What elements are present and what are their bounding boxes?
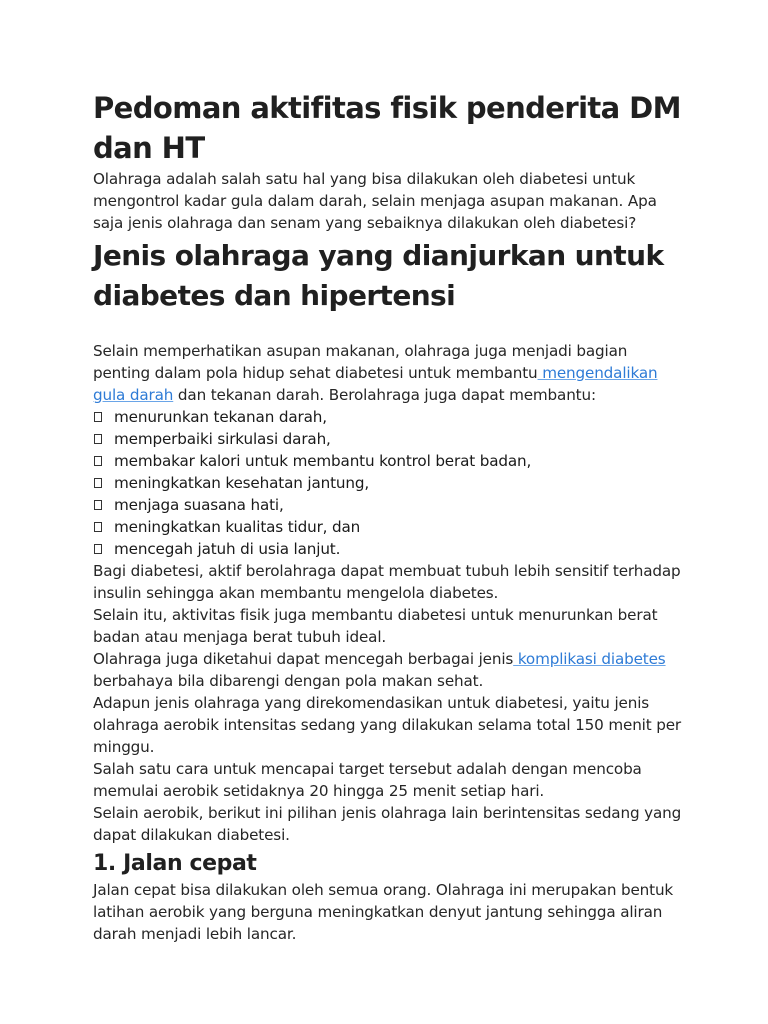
intro-paragraph: Olahraga adalah salah satu hal yang bisa dilakukan oleh diabetesi untuk mengontrol kadar gula dalam darah, selain menjaga asupan makanan. Apa saja jenis olahraga dan senam yang sebaiknya dilakukan oleh diabetesi?	[93, 170, 657, 232]
spacer	[93, 316, 683, 340]
bullet-box-icon	[94, 456, 102, 466]
list-item	[93, 538, 683, 560]
list-item	[93, 450, 683, 472]
list-item-text: meningkatkan kualitas tidur, dan	[114, 518, 361, 536]
paragraph-berat-badan: Selain itu, aktivitas fisik juga membantu diabetesi untuk menurunkan berat badan atau menjaga berat tubuh ideal.	[93, 606, 658, 646]
link-mengendalikan-gula-darah[interactable]: mengendalikan gula darah	[93, 364, 658, 404]
section-heading-jenis-olahraga: Jenis olahraga yang dianjurkan untuk diabetes dan hipertensi	[93, 239, 664, 312]
paragraph-insulin: Bagi diabetesi, aktif berolahraga dapat membuat tubuh lebih sensitif terhadap insulin sehingga akan membantu mengelola diabetes.	[93, 562, 681, 602]
document-page	[93, 88, 683, 945]
paragraph-target-aerobik: Salah satu cara untuk mencapai target tersebut adalah dengan mencoba memulai aerobik setidaknya 20 hingga 25 menit setiap hari.	[93, 760, 642, 800]
list-item-text: menjaga suasana hati,	[114, 496, 284, 514]
bullet-box-icon	[94, 500, 102, 510]
list-item	[93, 428, 683, 450]
bullet-box-icon	[94, 522, 102, 532]
link-komplikasi-diabetes[interactable]: komplikasi diabetes	[513, 650, 666, 668]
document-title: Pedoman aktifitas fisik penderita DM dan HT	[93, 91, 681, 165]
benefits-list	[93, 406, 683, 560]
list-item	[93, 494, 683, 516]
paragraph-text: dan tekanan darah. Berolahraga juga dapat membantu:	[173, 386, 596, 404]
paragraph-text: Olahraga juga diketahui dapat mencegah berbagai jenis	[93, 650, 514, 668]
list-item	[93, 472, 683, 494]
paragraph-text: berbahaya bila dibarengi dengan pola makan sehat.	[93, 672, 484, 690]
paragraph-komplikasi	[93, 648, 683, 692]
paragraph-pilihan-olahraga: Selain aerobik, berikut ini pilihan jenis olahraga lain berintensitas sedang yang dapat dilakukan diabetesi.	[93, 804, 682, 844]
bullet-box-icon	[94, 434, 102, 444]
paragraph-asupan-makanan	[93, 340, 683, 406]
list-item	[93, 406, 683, 428]
paragraph-aerobik-150-menit: Adapun jenis olahraga yang direkomendasikan untuk diabetesi, yaitu jenis olahraga aerobik intensitas sedang yang dilakukan selama total 150 menit per minggu.	[93, 694, 682, 756]
list-item-text: menurunkan tekanan darah,	[114, 408, 327, 426]
list-item-text: membakar kalori untuk membantu kontrol berat badan,	[114, 452, 532, 470]
list-item-text: meningkatkan kesehatan jantung,	[114, 474, 370, 492]
paragraph-text: Selain memperhatikan asupan makanan, olahraga juga menjadi bagian penting dalam pola hidup sehat diabetesi untuk membantu	[93, 342, 628, 382]
list-item-text: mencegah jatuh di usia lanjut.	[114, 540, 341, 558]
bullet-box-icon	[94, 544, 102, 554]
bullet-box-icon	[94, 412, 102, 422]
paragraph-jalan-cepat: Jalan cepat bisa dilakukan oleh semua orang. Olahraga ini merupakan bentuk latihan aerobik yang berguna meningkatkan denyut jantung sehingga aliran darah menjadi lebih lancar.	[93, 881, 674, 943]
subheading-jalan-cepat: 1. Jalan cepat	[93, 851, 257, 876]
bullet-box-icon	[94, 478, 102, 488]
list-item	[93, 516, 683, 538]
list-item-text: memperbaiki sirkulasi darah,	[114, 430, 331, 448]
